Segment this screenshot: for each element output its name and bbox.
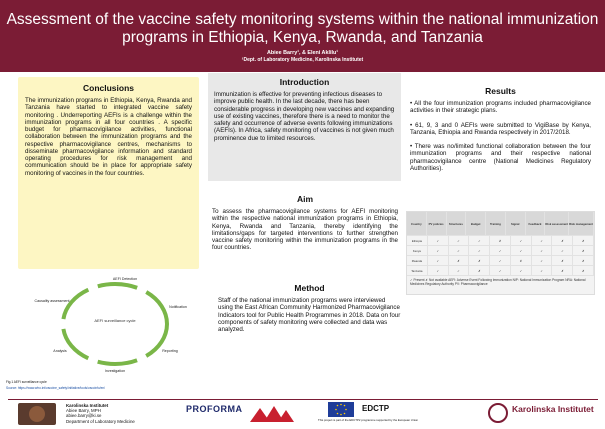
table-cell: ✗	[469, 266, 490, 275]
cycle-source: Source: https://www.who.int/vaccine_safety/initiative/tools/vaccinfo/en/	[6, 386, 106, 390]
eu-stars-icon	[328, 402, 354, 417]
table-header-cell: Structures	[447, 212, 467, 235]
table-cell: ✓	[532, 266, 553, 275]
table-cell: ✓	[469, 246, 490, 255]
karolinska-seal-icon	[488, 403, 508, 423]
table-cell: ✗	[511, 256, 532, 265]
table-cell: Tanzania	[407, 266, 428, 275]
table-cell: ✓	[428, 266, 449, 275]
cycle-caption: Fig.1 AEFI surveillance cycle	[6, 380, 47, 384]
table-cell: ✗	[552, 236, 573, 245]
table-cell: ✓	[490, 246, 511, 255]
karolinska-logo	[488, 402, 600, 426]
contact-name: Abiee Barry, MPH	[66, 408, 101, 414]
table-cell: ✓	[490, 256, 511, 265]
table-cell: ✗	[573, 256, 594, 265]
poster-title: Assessment of the vaccine safety monitoring systems within the national immunization programs in Ethiopia, Kenya, Rwanda, and Tanzania	[6, 11, 599, 46]
cycle-ring	[63, 284, 167, 364]
aim-section	[212, 194, 398, 252]
cycle-node-notification: Notification	[169, 305, 187, 309]
table-header-row	[407, 212, 594, 236]
method-section	[218, 283, 401, 333]
table-row	[407, 246, 594, 256]
table-cell: ✓	[552, 246, 573, 255]
table-cell: ✓	[532, 246, 553, 255]
cycle-node-investigation: Investigation	[104, 369, 126, 373]
avatar	[29, 406, 45, 422]
table-cell: ✓	[511, 266, 532, 275]
table-cell: ✗	[469, 256, 490, 265]
conclusions-heading: Conclusions	[82, 83, 134, 93]
cycle-node-reporting: Reporting	[162, 349, 178, 353]
results-bullet-3: • There was no/limited functional collaboration between the four immunization programs and their respective national pharmacovigilance centre (National Medicines Regulatory Authorities).	[410, 143, 591, 173]
aefi-cycle-diagram	[30, 270, 200, 378]
table-legend: ✓ Present ✗ Not available AEFI: Adverse Event Following Immunization NIP: National Immunization Program NRA: National Medicines Regulatory Authority PV: Pharmacovigilance	[410, 278, 586, 286]
table-row	[407, 236, 594, 246]
table-cell: ✓	[490, 266, 511, 275]
introduction-heading: Introduction	[279, 77, 330, 87]
table-cell: ✗	[449, 256, 470, 265]
table-row	[407, 256, 594, 266]
results-table	[406, 211, 595, 295]
poster-header	[0, 0, 605, 72]
table-cell: ✓	[511, 236, 532, 245]
cycle-node-detection: AEFI Detection	[112, 277, 138, 281]
table-cell: ✗	[573, 246, 594, 255]
introduction-text: Immunization is effective for preventing infectious diseases to improve public health. In the last decade, there has been considerable progress in developing new vaccines and expanding use of existing vaccines, therefore there is a need to monitor the safety and occurrence of adverse events following immunizations (AEFIs). In Africa, safety monitoring of vaccines is not given much prominence due to limited resources.	[214, 91, 395, 142]
table-cell: ✓	[511, 246, 532, 255]
results-bullet-1: • All the four immunization programs included pharmacovigilance activities in their strategic plans.	[410, 100, 592, 115]
table-cell: Ethiopia	[407, 236, 428, 245]
table-header-cell: Budget	[466, 212, 486, 235]
table-cell: ✓	[449, 266, 470, 275]
table-cell: ✓	[532, 256, 553, 265]
table-cell: ✓	[532, 236, 553, 245]
table-header-cell: Risk management	[569, 212, 594, 235]
edctp-logo-block	[318, 402, 426, 426]
table-cell: ✓	[428, 256, 449, 265]
contact-dept: Department of Laboratory Medicine	[66, 418, 135, 424]
table-header-cell: Feedback	[526, 212, 546, 235]
karolinska-wordmark: Karolinska Institutet	[512, 404, 594, 414]
table-cell: ✗	[552, 266, 573, 275]
table-cell: ✗	[490, 236, 511, 245]
cycle-center-label: AEFI surveillance cycle	[94, 318, 136, 323]
table-header-cell: PV policies	[427, 212, 447, 235]
conclusions-text: The immunization programs in Ethiopia, Kenya, Rwanda and Tanzania have started to integrated vaccine safety monitoring . Underreporting AEFIs is a challenge within the immunization programs in all four countries . A specific budget for pharmacovigilance activities, functional collaboration between the immunization programs and the respective pharmacovigilance centres, mechanisms to disseminate pharmacovigilance information and standard operating procedures for risk management and communication should be in place for appropriate safety monitoring of vaccines in the four countries.	[25, 97, 192, 177]
table-cell: Rwanda	[407, 256, 428, 265]
edctp-note: This project is part of the EDCTP2 programme supported by the European Union	[318, 418, 419, 422]
table-cell: ✗	[573, 236, 594, 245]
contact-institute: Karolinska Institutet	[66, 403, 109, 408]
table-cell: ✓	[449, 246, 470, 255]
method-heading: Method	[294, 283, 325, 293]
results-heading: Results	[485, 86, 516, 96]
table-cell: ✓	[449, 236, 470, 245]
table-cell: ✗	[552, 256, 573, 265]
eu-flag	[328, 402, 354, 417]
method-text: Staff of the national immunization programs were interviewed using the East African Community Harmonized Pharmacovigilance Indicators tool for Public Health Programmes in 2018. Data on four components of safety monitoring were collected and data was analyzed.	[218, 297, 401, 334]
author-photo	[18, 403, 56, 425]
conclusions-box	[18, 77, 199, 269]
university-emblem	[246, 404, 298, 424]
aim-heading: Aim	[296, 194, 314, 204]
table-header-cell: Signal	[506, 212, 526, 235]
table-cell: ✓	[428, 246, 449, 255]
table-cell: ✓	[469, 236, 490, 245]
results-box	[406, 83, 595, 206]
edctp-wordmark: EDCTP	[362, 404, 390, 413]
table-row	[407, 266, 594, 276]
table-cell: ✗	[573, 266, 594, 275]
authors: Abiee Barry¹, & Eleni Aklilu¹	[266, 50, 339, 56]
affiliation: ¹Dept. of Laboratory Medicine, Karolinska Institutet	[241, 57, 364, 63]
table-header-cell: Risk assessment	[545, 212, 569, 235]
contact-email[interactable]: abiee.barry@ki.se	[66, 413, 102, 419]
table-header-cell: Country	[407, 212, 427, 235]
results-bullet-2: • 61, 9, 3 and 0 AEFIs were submitted to VigiBase by Kenya, Tanzania, Ethiopia and Rwanda respectively in 2017/2018.	[410, 121, 591, 136]
contact-info	[66, 403, 135, 424]
table-cell: ✓	[428, 236, 449, 245]
proforma-logo: PROFORMA	[186, 404, 243, 414]
table-cell: Kenya	[407, 246, 428, 255]
aim-text: To assess the pharmacovigilance systems for AEFI monitoring within the respective national immunization programs in Ethiopia, Kenya, Rwanda and Tanzania, thereby identifying the limitations/gaps for targeted interventions to further strengthen vaccine safety monitoring within the immunization programs in the four countries.	[212, 208, 398, 252]
introduction-box	[208, 73, 401, 181]
table-header-cell: Training	[486, 212, 506, 235]
cycle-node-analysis: Analysis	[53, 349, 67, 353]
footer-divider	[8, 399, 598, 400]
cycle-node-causality: Causality assessment	[34, 299, 70, 303]
